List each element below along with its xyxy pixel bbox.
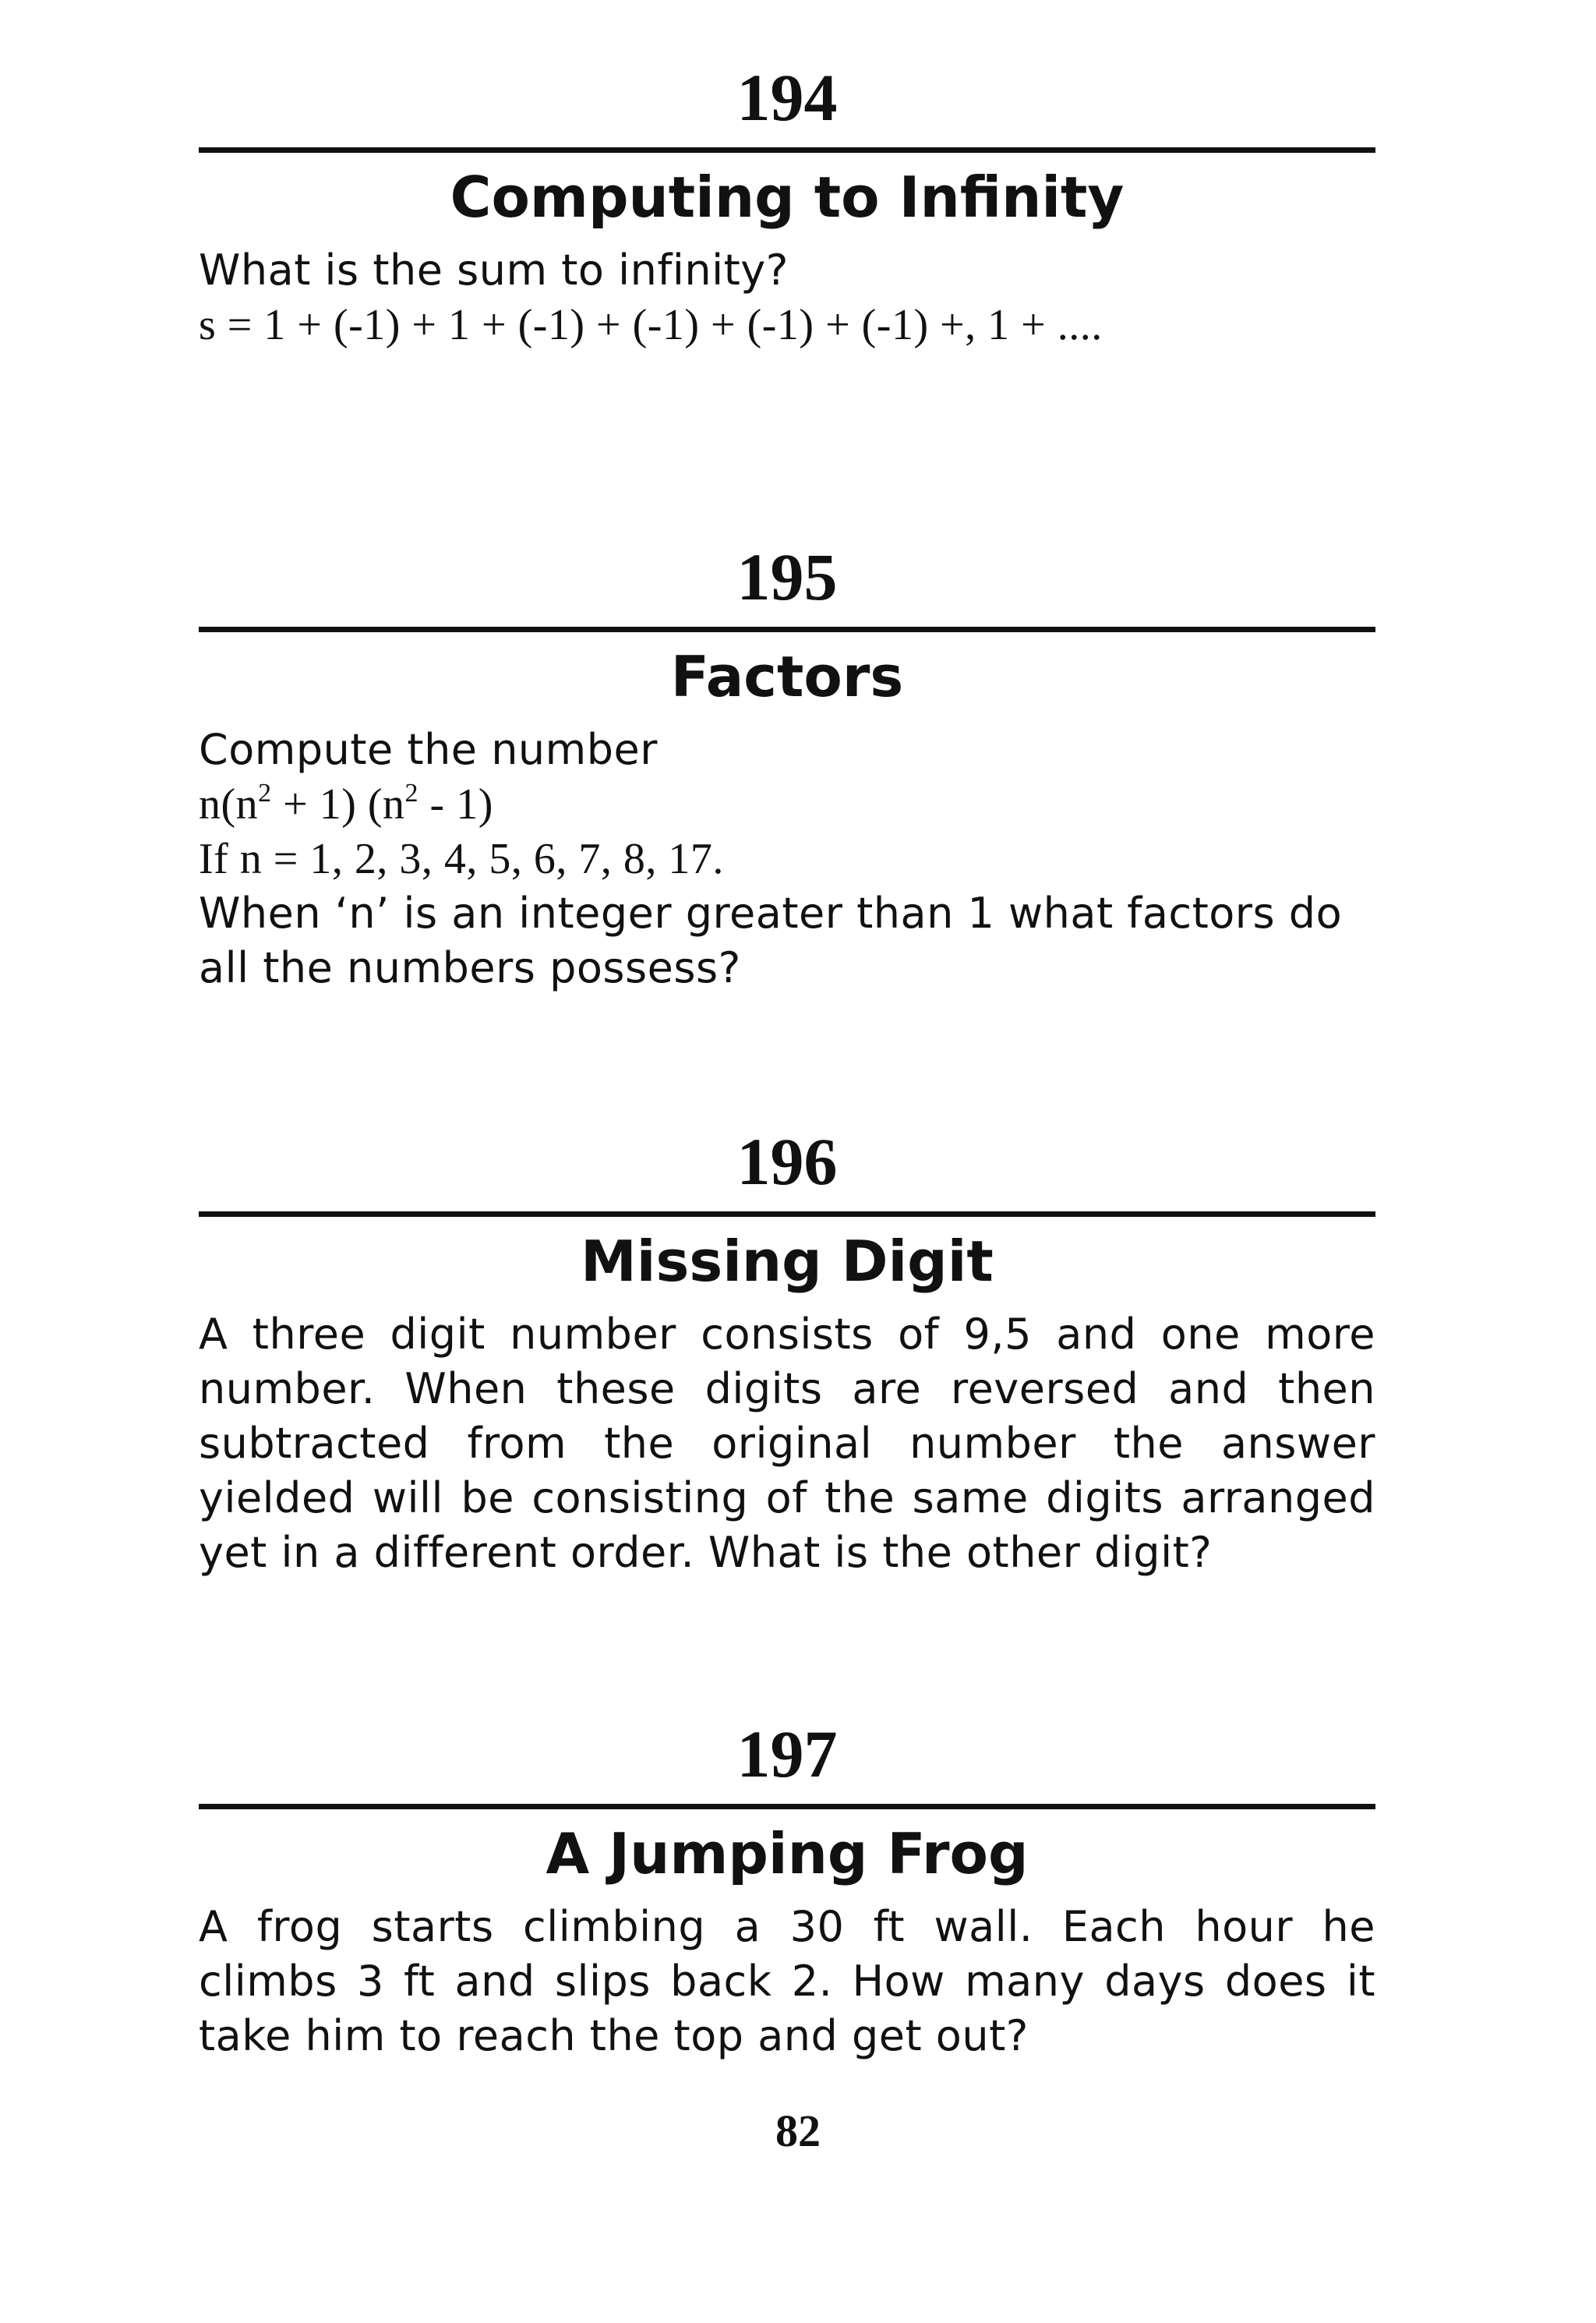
text-line: A frog starts climbing a 30 ft wall. Each hour he [199, 1902, 1375, 1951]
puzzle-title: A Jumping Frog [546, 1821, 1029, 1886]
text-line: When ‘n’ is an integer greater than 1 what factors do [199, 889, 1343, 938]
text-line: yielded will be consisting of the same digits arranged [199, 1473, 1375, 1522]
puzzle-number: 197 [736, 1717, 838, 1791]
text-line: all the numbers possess? [199, 943, 741, 992]
puzzle-194 [199, 58, 1375, 352]
puzzle-number: 194 [736, 60, 838, 135]
section-divider [199, 627, 1375, 632]
text-line: A three digit number consists of 9,5 and one more [199, 1310, 1375, 1359]
text-line: number. When these digits are reversed and then [199, 1364, 1375, 1413]
puzzle-197 [199, 1715, 1375, 2063]
puzzle-text [199, 723, 1375, 995]
puzzle-title: Factors [670, 644, 904, 709]
text-line: What is the sum to infinity? [199, 246, 789, 295]
puzzle-text [199, 1900, 1375, 2063]
text-line: If n = 1, 2, 3, 4, 5, 6, 7, 8, 17. [199, 835, 724, 883]
text-line: yet in a different order. What is the other digit? [199, 1528, 1213, 1577]
text-line: take him to reach the top and get out? [199, 2011, 1029, 2060]
page-number: 82 [775, 2106, 821, 2156]
puzzle-title: Missing Digit [581, 1229, 994, 1294]
puzzle-text [199, 243, 1375, 352]
section-divider [199, 1804, 1375, 1809]
puzzle-196 [199, 1123, 1375, 1580]
text-line: subtracted from the original number the answer [199, 1419, 1375, 1468]
section-divider [199, 1211, 1375, 1217]
puzzle-number: 195 [736, 539, 838, 614]
section-divider [199, 147, 1375, 153]
series-formula: s = 1 + (-1) + 1 + (-1) + (-1) + (-1) + (-1) +, 1 + .... [199, 301, 1103, 349]
puzzle-text [199, 1307, 1375, 1580]
puzzle-number: 196 [736, 1124, 838, 1199]
text-line: climbs 3 ft and slips back 2. How many days does it [199, 1957, 1375, 2006]
puzzle-title: Computing to Infinity [450, 164, 1125, 230]
factor-formula: $n(n^2 + 1)$ $(n^2 - 1)$ [199, 779, 493, 829]
puzzle-195 [199, 538, 1375, 995]
text-line: Compute the number [199, 725, 658, 774]
